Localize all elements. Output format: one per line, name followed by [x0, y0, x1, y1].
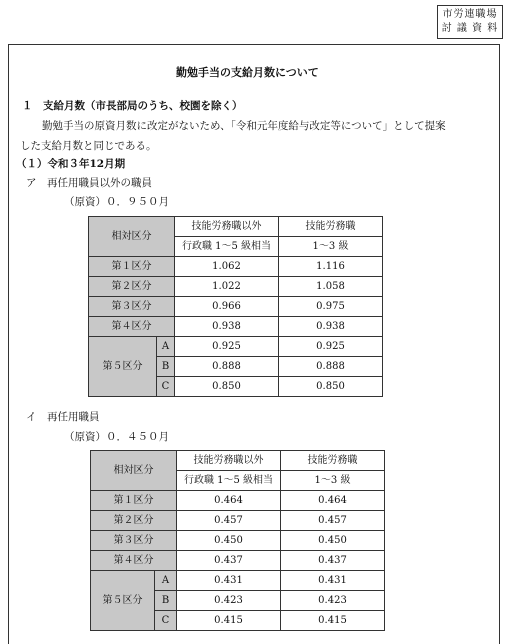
row-label: 第２区分 [91, 511, 177, 531]
sub-row-label: C [155, 611, 177, 631]
cell-value: 0.423 [177, 591, 281, 611]
cell-value: 1.058 [279, 277, 383, 297]
row-label: 第１区分 [91, 491, 177, 511]
table-b [90, 450, 385, 631]
row-label: 第３区分 [89, 297, 175, 317]
cell-value: 0.457 [281, 511, 385, 531]
cell-value: 1.062 [175, 257, 279, 277]
cell-value: 0.975 [279, 297, 383, 317]
table-row [91, 571, 385, 591]
cell-value: 0.423 [281, 591, 385, 611]
table-a-col1-header-a: 技能労務職以外 [175, 217, 279, 237]
cell-value: 0.431 [281, 571, 385, 591]
document-title: 勤勉手当の支給月数について [176, 66, 319, 79]
cell-value: 0.457 [177, 511, 281, 531]
table-b-corner: 相対区分 [91, 451, 177, 491]
table-row [89, 337, 383, 357]
document-stamp [437, 5, 503, 39]
cell-value: 0.850 [279, 377, 383, 397]
section-1-heading: １ 支給月数（市長部局のうち、校園を除く） [22, 100, 243, 112]
sub-row-label: B [155, 591, 177, 611]
section-1-para-line-1: 勤勉手当の原資月数に改定がないため、「令和元年度給与改定等について」として提案 [42, 120, 446, 132]
cell-value: 0.450 [177, 531, 281, 551]
stamp-line-2: 討 議 資 料 [441, 23, 499, 34]
sub-row-label: A [157, 337, 175, 357]
table-a [88, 216, 383, 397]
group-label: 第５区分 [89, 337, 157, 397]
section-1-para-line-2: した支給月数と同じである。 [20, 140, 157, 152]
cell-value: 1.022 [175, 277, 279, 297]
table-a-col1-header-b: 行政職 1～5 級相当 [175, 237, 279, 257]
sub-row-label: C [157, 377, 175, 397]
cell-value: 0.850 [175, 377, 279, 397]
cell-value: 0.938 [279, 317, 383, 337]
table-b-col2-header-a: 技能労務職 [281, 451, 385, 471]
table-row [89, 277, 383, 297]
cell-value: 1.116 [279, 257, 383, 277]
cell-value: 0.415 [177, 611, 281, 631]
group-label: 第５区分 [91, 571, 155, 631]
table-a-col2-header-a: 技能労務職 [279, 217, 383, 237]
table-row [89, 317, 383, 337]
cell-value: 0.464 [177, 491, 281, 511]
table-a-gensi: （原資）０．９５０月 [64, 196, 169, 208]
cell-value: 0.888 [279, 357, 383, 377]
period-heading: （１）令和３年12月期 [16, 158, 126, 170]
table-row [91, 551, 385, 571]
table-row [91, 531, 385, 551]
cell-value: 0.437 [281, 551, 385, 571]
sub-row-label: A [155, 571, 177, 591]
row-label: 第２区分 [89, 277, 175, 297]
row-label: 第４区分 [91, 551, 177, 571]
row-label: 第１区分 [89, 257, 175, 277]
cell-value: 0.450 [281, 531, 385, 551]
row-label: 第３区分 [91, 531, 177, 551]
sub-row-label: B [157, 357, 175, 377]
table-row [89, 297, 383, 317]
cell-value: 0.925 [279, 337, 383, 357]
cell-value: 0.888 [175, 357, 279, 377]
cell-value: 0.431 [177, 571, 281, 591]
table-a-heading: ア 再任用職員以外の職員 [26, 177, 152, 189]
cell-value: 0.925 [175, 337, 279, 357]
cell-value: 0.437 [177, 551, 281, 571]
table-row [91, 511, 385, 531]
cell-value: 0.938 [175, 317, 279, 337]
table-b-gensi: （原資）０．４５０月 [64, 431, 169, 443]
stamp-line-1: 市労連職場 [442, 9, 498, 20]
table-row [89, 257, 383, 277]
table-b-heading: イ 再任用職員 [26, 411, 100, 423]
cell-value: 0.464 [281, 491, 385, 511]
table-a-corner: 相対区分 [89, 217, 175, 257]
table-b-col2-header-b: 1～3 級 [281, 471, 385, 491]
table-b-col1-header-b: 行政職 1～5 級相当 [177, 471, 281, 491]
table-a-col2-header-b: 1～3 級 [279, 237, 383, 257]
cell-value: 0.415 [281, 611, 385, 631]
table-b-col1-header-a: 技能労務職以外 [177, 451, 281, 471]
cell-value: 0.966 [175, 297, 279, 317]
table-row [91, 491, 385, 511]
row-label: 第４区分 [89, 317, 175, 337]
